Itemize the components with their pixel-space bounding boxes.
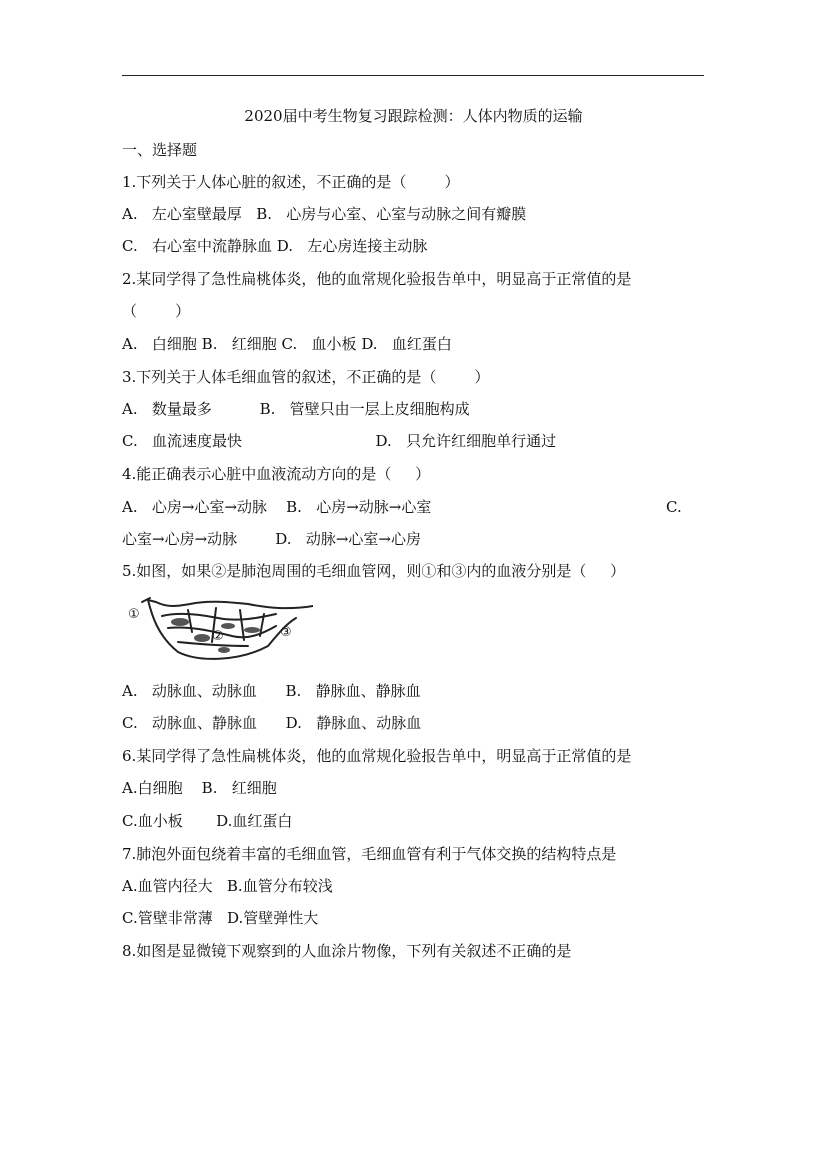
q3-options-ab: A. 数量最多 B. 管壁只由一层上皮细胞构成 [122,400,470,418]
section-heading: 一、选择题 [122,141,198,159]
q4-option-c-label: C. [666,498,682,516]
q7-options-ab: A.血管内径大 B.血管分布较浅 [122,877,333,895]
question-2: 2.某同学得了急性扁桃体炎，他的血常规化验报告单中，明显高于正常值的是 [122,270,632,288]
q4-options-cd: 心室→心房→动脉 D. 动脉→心室→心房 [122,530,421,548]
question-8: 8.如图是显微镜下观察到的人血涂片物像，下列有关叙述不正确的是 [122,942,572,960]
q6-options-ab: A.白细胞 B. 红细胞 [122,779,277,797]
q5-options-cd: C. 动脉血、静脉血 D. 静脉血、动脉血 [122,714,422,732]
question-1: 1.下列关于人体心脏的叙述，不正确的是（ ） [122,173,460,191]
q5-options-ab: A. 动脉血、动脉血 B. 静脉血、静脉血 [122,682,421,700]
question-4: 4.能正确表示心脏中血液流动方向的是（ ） [122,465,431,483]
figure-label-3: ③ [280,625,292,640]
vessel-top [148,600,313,608]
q4-options-ab: A. 心房→心室→动脉 B. 心房→动脉→心室 [122,498,432,516]
question-5: 5.如图，如果②是肺泡周围的毛细血管网，则①和③内的血液分别是（ ） [122,562,626,580]
figure-label-2: ② [212,629,224,644]
question-3: 3.下列关于人体毛细血管的叙述，不正确的是（ ） [122,368,490,386]
question-2-blank: （ ） [122,302,191,320]
q2-options: A. 白细胞 B. 红细胞 C. 血小板 D. 血红蛋白 [122,335,452,353]
header-rule [122,75,704,76]
q7-options-cd: C.管壁非常薄 D.管壁弹性大 [122,909,319,927]
figure-label-1: ① [128,607,140,622]
q6-options-cd: C.血小板 D.血红蛋白 [122,812,293,830]
q3-options-cd: C. 血流速度最快 D. 只允许红细胞单行通过 [122,432,557,450]
q1-options-cd: C. 右心室中流静脉血 D. 左心房连接主动脉 [122,237,428,255]
document-title: 2020届中考生物复习跟踪检测：人体内物质的运输 [244,107,583,125]
question-7: 7.肺泡外面包绕着丰富的毛细血管，毛细血管有利于气体交换的结构特点是 [122,845,617,863]
question-6: 6.某同学得了急性扁桃体炎，他的血常规化验报告单中，明显高于正常值的是 [122,747,632,765]
capillary-network-figure [128,596,313,664]
q1-options-ab: A. 左心室壁最厚 B. 心房与心室、心室与动脉之间有瓣膜 [122,205,527,223]
